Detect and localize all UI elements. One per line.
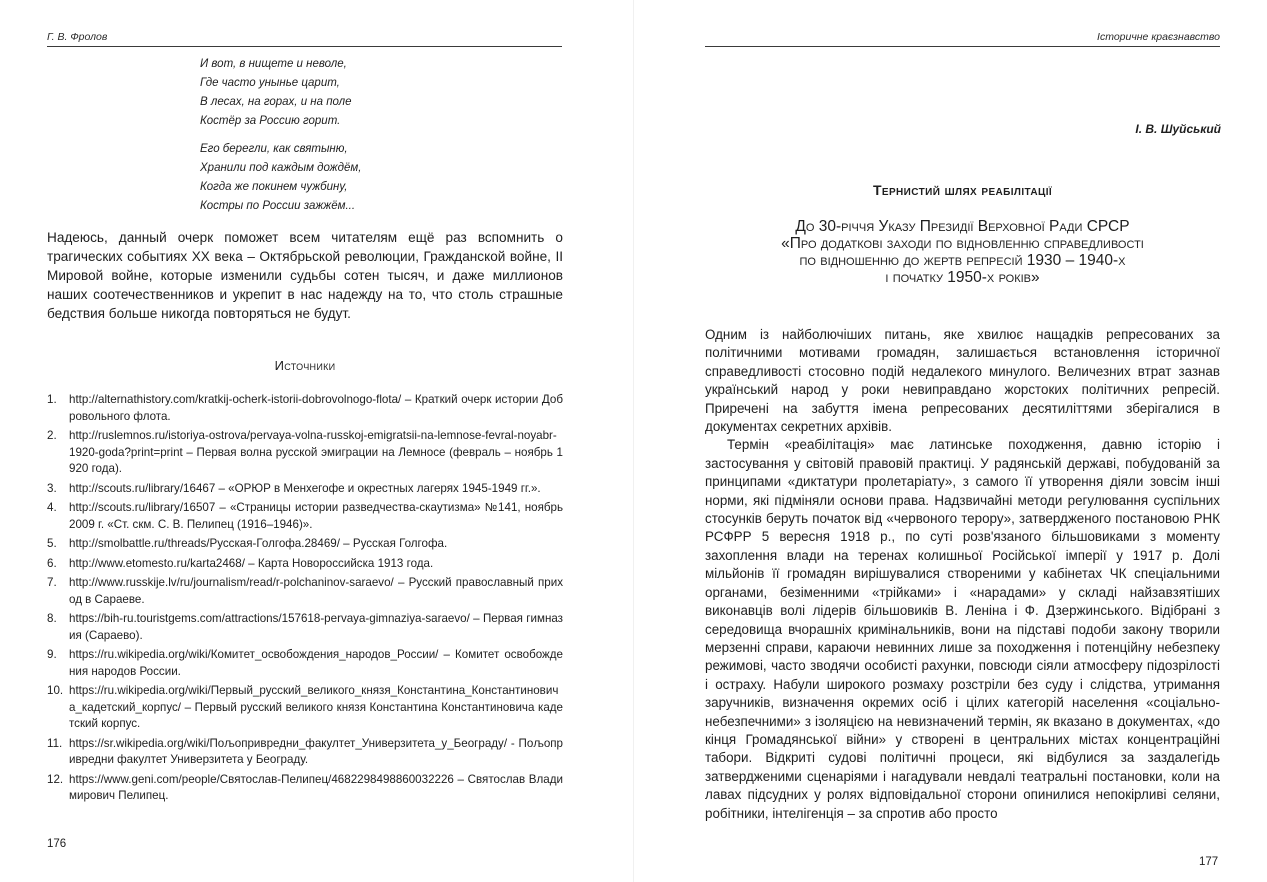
poem-stanza [200,140,361,216]
source-number: 4. [47,501,57,514]
poem-line: Где часто уныньe царит, [200,77,340,89]
poem-line: Его берегли, как святыню, [200,143,348,155]
source-item [47,611,563,644]
poem-line: Костёр за Россию горит. [200,115,341,127]
article-body [705,326,1220,823]
left-page [0,0,633,882]
source-item [47,772,563,805]
sources-heading: Источники [274,358,336,373]
running-head-right: Історичне краєзнавство [705,31,1220,47]
source-text: http://www.etomesto.ru/karta2468/ – Карта Новороссийска 1913 года. [69,556,434,570]
page-number-right: 177 [1199,856,1219,868]
article-title: Тернистий шлях реабілітації [872,182,1053,198]
source-item [47,500,563,533]
subtitle-line: До 30-річчя Указу Президії Верховної Ради СРСР [795,218,1130,235]
source-item [47,556,563,573]
poem-line: Когда же покинем чужбину, [200,181,348,193]
source-text: https://bih-ru.touristgems.com/attractions/157618-pervaya-gimnaziya-saraevo/ – Первая гимназия (Сараево). [69,612,563,642]
subtitle-line: «Про додаткові заходи по відновленню справедливості [781,235,1144,252]
source-text: https://sr.wikipedia.org/wiki/Пољопривредни_факултет_Универзитета_у_Београду/ - Пољопривредни факултет Универзитета у Београду. [69,736,563,766]
right-page [634,0,1267,882]
article-subtitle [705,218,1220,286]
source-text: https://ru.wikipedia.org/wiki/Комитет_освобождения_народов_России/ – Комитет освобождения народов России. [69,648,563,678]
source-text: http://www.russkije.lv/ru/journalism/read/r-polchaninov-saraevo/ – Русский православный приход в Сараеве. [69,576,563,606]
source-item [47,736,563,769]
subtitle-line: і початку 1950-х років» [885,269,1040,286]
poem-line: В лесах, на горах, и на поле [200,96,352,108]
source-number: 6. [47,556,57,570]
source-number: 5. [47,537,57,550]
poem-stanza [200,55,361,131]
source-item [47,428,563,478]
source-text: http://ruslemnos.ru/istoriya-ostrova/pervaya-volna-russkoj-emigratsii-na-lemnose-fevral-noyabr-1920-goda?print=print – Первая волна русской эмиграции на Лемносе (февраль – ноябрь 1920 года). [69,429,563,475]
source-text: http://alternathistory.com/kratkij-ocherk-istorii-dobrovolnogo-flota/ – Краткий очерк истории Добровольного флота. [69,393,563,423]
source-number: 12. [47,772,64,786]
source-text: http://scouts.ru/library/16467 – «ОРЮР в Менхегофе и окрестных лагерях 1945-1949 гг.». [69,481,541,495]
source-item [47,683,563,733]
source-number: 9. [47,648,57,661]
source-number: 11. [47,736,63,750]
poem [200,55,361,225]
page-number-left: 176 [47,838,67,850]
source-number: 2. [47,429,57,442]
running-head-left: Г. В. Фролов [47,31,562,47]
source-item [47,647,563,680]
source-text: http://scouts.ru/library/16507 – «Страницы истории разведчества-скаутизма» №141, ноябрь 2009 г. «Ст. скм. С. В. Пелипец (1916–1946)». [69,501,563,531]
source-number: 3. [47,481,57,495]
sources-list [47,392,563,808]
source-number: 10. [47,684,64,697]
poem-line: И вот, в нищете и неволе, [200,58,347,70]
body-paragraph: Термін «реабілітація» має латинське походження, давню історію і застосування у світовій правовій практиці. У радянській державі, побудованій за принципами «диктатури пролетаріату», з самого її утворення діяли зовсім інші норми, які підміняли основи права. Надзвичайні методи регулювання суспільних стосунків беруть початок від «червоного терору», затвердженого постановою РНК РСФРР 5 вересня 1918 р., по суті розв'язаного більшовиками з моменту захоплення влади на теренах колишньої Російської імперії у 1917 р. Долі мільйонів її громадян вирішувалися створеними у кабінетах ЧК спеціальними органами, безіменними «трійками» і «нарадами» у складі найзавзятіших виконавців волі лідерів більшовиків В. Леніна і Ф. Дзержинського. Відібрані з середовища вчорашніх кримінальників, вони на підставі подоби закону творили мерзенні справи, караючи невинних лише за походження і потенційну небезпеку режимові, часто зводячи особисті рахунки, повсюди сіяли атмосферу підозрілості і остраху. Набули широкого розмаху розстріли без суду і слідства, утримання заручників, визначення окремих осіб і цілих категорій населення «соціально-небезпечними» з ізоляцією на невизначений термін, як вказано в документах, «до кінця Громадянської війни» у створені в центральних містах концентраційні табори. Відкриті судові політичні процеси, які відбулися за заздалегідь затвердженими сценаріями і нагадували невдалі театральні постановки, коли на лавах підсудних у ролях відповідальної сторони опинилися непокірливі селяни, робітники, інтелігенція – за спротив або просто [705,437,1220,821]
closing-paragraph: Надеюсь, данный очерк поможет всем читателям ещё раз вспомнить о трагических событиях XX века – Октябрьской революции, Гражданской войне, II Мировой войне, которые изменили судьбы сотен тысяч, и даже миллионов наших соотечественников и укрепит в нас надежду на то, что столь страшные бедствия больше никогда повторяться не будут. [47,230,563,321]
subtitle-line: по відношенню до жертв репресій 1930 – 1940-х [799,252,1126,269]
article-author: І. В. Шуйський [1135,122,1221,136]
source-text: https://ru.wikipedia.org/wiki/Первый_русский_великого_князя_Константина_Константиновича_кадетский_корпус/ – Первый русский великого князя Константина Константиновича кадетский корпус. [69,684,563,730]
body-paragraph: Одним із найболючіших питань, яке хвилює нащадків репресованих за політичними мотивами громадян, залишається встановлення історичної справедливості стосовно подій недалекого минулого. Величезних втрат зазнав український народ у роки невиправдано жорстоких політичних репресій. Приречені на забуття імена репресованих десятиліттями зберігалися в документах секретних архівів. [705,327,1220,435]
source-item [47,392,563,425]
source-number: 8. [47,612,57,625]
source-item [47,481,563,498]
source-text: https://www.geni.com/people/Святослав-Пелипец/4682298498860032226 – Святослав Владимирович Пелипец. [69,772,563,802]
source-number: 1. [47,393,57,406]
source-item [47,575,563,608]
source-item [47,536,563,553]
source-text: http://smolbattle.ru/threads/Русская-Голгофа.28469/ – Русская Голгофа. [69,537,448,550]
source-number: 7. [47,576,57,589]
poem-line: Хранили под каждым дождём, [200,162,362,174]
poem-line: Костры по России зажжём... [200,200,356,212]
